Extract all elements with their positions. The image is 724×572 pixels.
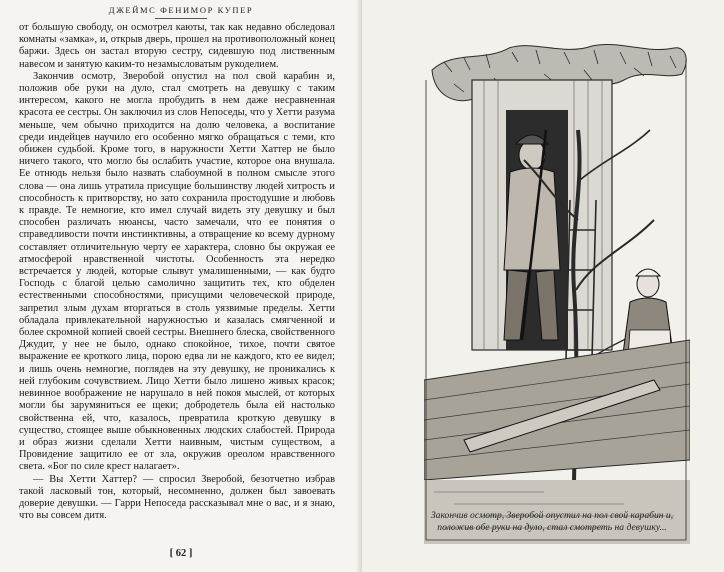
- paragraph-2: Закончив осмотр, Зверобой опустил на пол свой карабин и, положив обе руки на дуло, стал смотреть на девушку с таким интересом, какого не могла пробудить в нем даже несравненная красота ее сестры. Он заключил из слов Непоседы, что у Хетти разума меньше, чем обычно приходится на долю человека, а воспитание среди индейцев научило его особенно мягко обращаться с теми, кто обижен судьбой. Кроме того, в наружности Хетти Хаттер не было ничего такого, что могло бы ослабить участие, которое она внушала. Ее отнюдь нельзя было назвать слабоумной в полном смысле этого слова — она лишь утратила присущие большинству людей хитрость и способность к притворству, но зато сохранила простодушие и любовь к правде. Те немногие, кто имел случай видеть эту девушку и был способен различать нюансы, часто замечали, что ее понятия о справедливости почти инстинктивны, а отвращение ко всему дурному составляет отличительную черту ее характера, словно бы окружая ее атмосферой нравственной чистоты. Особенность эта нередко встречается у людей, которые слывут умалишенными, — как будто Господь с благой целью самолично защитить тех, кто обделен естественными способностями, присущими человеческой природе, запретил злым духам вторгаться в столь уязвимые пределы. Хетти обладала привлекательной наружностью и казалась смягченной и более скромной копией своей сестры. Внешнего блеска, свойственного Джудит, у нее не было, однако спокойное, тихое, почти святое выражение ее кроткого лица, порою едва ли не каждого, кто ее видел; и лишь очень немногие, поглядев на эту девушку, не проникались к ней глубоким сочувствием. Лицо Хетти было лишено живых красок; невинное воображение не нарушало в ней покоя мыслей, от которых могли бы зарумяниться ее щеки; добродетель была ей настолько свойственна ей, что, казалось, превратила кроткую девушку в существо, стоящее выше обыкновенных людских слабостей. Природа и образ жизни сделали Хетти наивным, чистым существом, а Провидение защитило ее от зла, окружив ореолом нравственного света. «Бог по силе крест налагает».: [19, 70, 335, 473]
- body-text: [19, 22, 335, 522]
- paragraph-3: — Вы Хетти Хаттер? — спросил Зверобой, безотчетно избрав такой ласковый тон, который, несомненно, должен был завоевать доверие девушки. — Гарри Непоседа рассказывал мне о вас, и я знаю, что вы совсем дитя.: [19, 473, 335, 522]
- running-head: ДЖЕЙМС ФЕНИМОР КУПЕР: [108, 5, 254, 15]
- right-page: [362, 0, 724, 572]
- running-head-rule: [155, 18, 207, 19]
- paragraph-1: от большую свободу, он осмотрел каюты, так как недавно обследовал комнаты «замка», и, открыв дверь, прошел на противоположный конец баржи. Здесь он застал вторую сестру, сидевшую под лиственным навесом и занятую каким-то незамысловатым рукоделием.: [19, 22, 335, 70]
- page-number: [ 62 ]: [169, 548, 193, 559]
- caption-line-2: положив обе руки на дуло, стал смотреть на девушку...: [437, 522, 667, 533]
- caption-line-1: Закончив осмотр, Зверобой опустил на пол свой карабин и,: [430, 510, 674, 521]
- illustration-caption: [402, 510, 702, 534]
- engraving-illustration: [424, 40, 690, 544]
